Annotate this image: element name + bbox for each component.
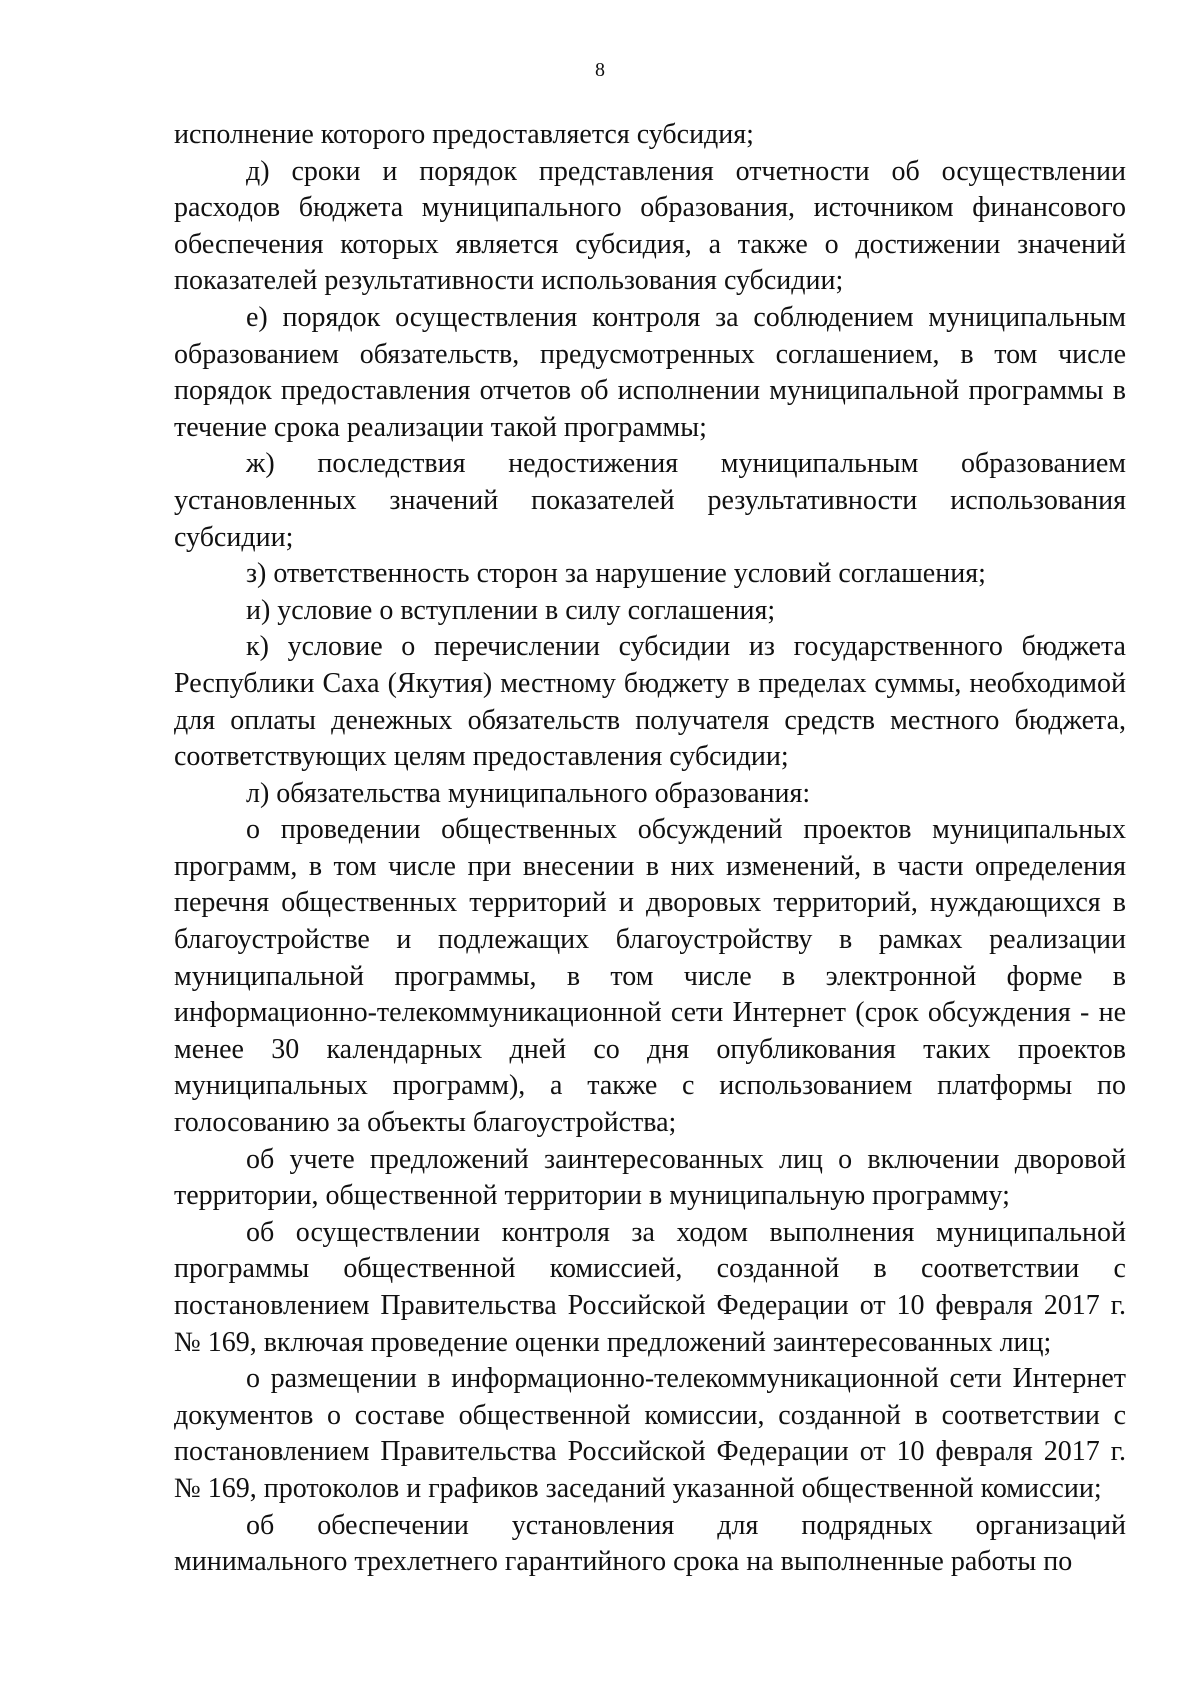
paragraph-item-i: и) условие о вступлении в силу соглашения;: [246, 594, 776, 626]
paragraph-obligation-publication: о размещении в информационно-телекоммуникационной сети Интернет документов о составе общественной комиссии, созданной в соответствии с постановлением Правительства Российской Федерации от 10 февраля 2017 г. № 169, протоколов и графиков заседаний указанной общественной комиссии;: [174, 1363, 1126, 1504]
paragraph-obligation-control: об осуществлении контроля за ходом выполнения муниципальной программы общественной комиссией, созданной в соответствии с постановлением Правительства Российской Федерации от 10 февраля 2017 г. № 169, включая проведение оценки предложений заинтересованных лиц;: [174, 1216, 1126, 1358]
paragraph-obligation-public-discussions: о проведении общественных обсуждений проектов муниципальных программ, в том числе при внесении в них изменений, в части определения перечня общественных территорий и дворовых территорий, нуждающихся в благоустройстве и подлежащих благоустройству в рамках реализации муниципальной программы, в том числе в электронной форме в информационно-телекоммуникационной сети Интернет (срок обсуждения - не менее 30 календарных дней со дня опубликования таких проектов муниципальных программ), а также с использованием платформы по голосованию за объекты благоустройства;: [174, 814, 1126, 1139]
paragraph-item-k: к) условие о перечислении субсидии из государственного бюджета Республики Саха (Якутия) местному бюджету в пределах суммы, необходимой для оплаты денежных обязательств получателя средств местного бюджета, соответствующих целям предоставления субсидии;: [174, 631, 1126, 773]
paragraph-item-l: л) обязательства муниципального образования:: [246, 777, 811, 809]
paragraph-item-d: д) сроки и порядок представления отчетности об осуществлении расходов бюджета муниципального образования, источником финансового обеспечения которых является субсидия, а также о достижении значений показателей результативности использования субсидии;: [174, 155, 1126, 297]
paragraph-item-zh: ж) последствия недостижения муниципальным образованием установленных значений показателей результативности использования субсидии;: [174, 448, 1126, 553]
paragraph-item-z: з) ответственность сторон за нарушение условий соглашения;: [246, 558, 986, 590]
paragraph-continuation: исполнение которого предоставляется субсидия;: [174, 119, 754, 150]
page-number: 8: [595, 59, 605, 81]
document-body: [174, 117, 1126, 1581]
paragraph-item-e: е) порядок осуществления контроля за соблюдением муниципальным образованием обязательств, предусмотренных соглашением, в том числе порядок предоставления отчетов об исполнении муниципальной программы в течение срока реализации такой программы;: [174, 301, 1126, 443]
paragraph-obligation-warranty: об обеспечении установления для подрядных организаций минимального трехлетнего гарантийного срока на выполненные работы по: [174, 1509, 1126, 1578]
paragraph-obligation-proposals: об учете предложений заинтересованных лиц о включении дворовой территории, общественной территории в муниципальную программу;: [174, 1143, 1126, 1212]
